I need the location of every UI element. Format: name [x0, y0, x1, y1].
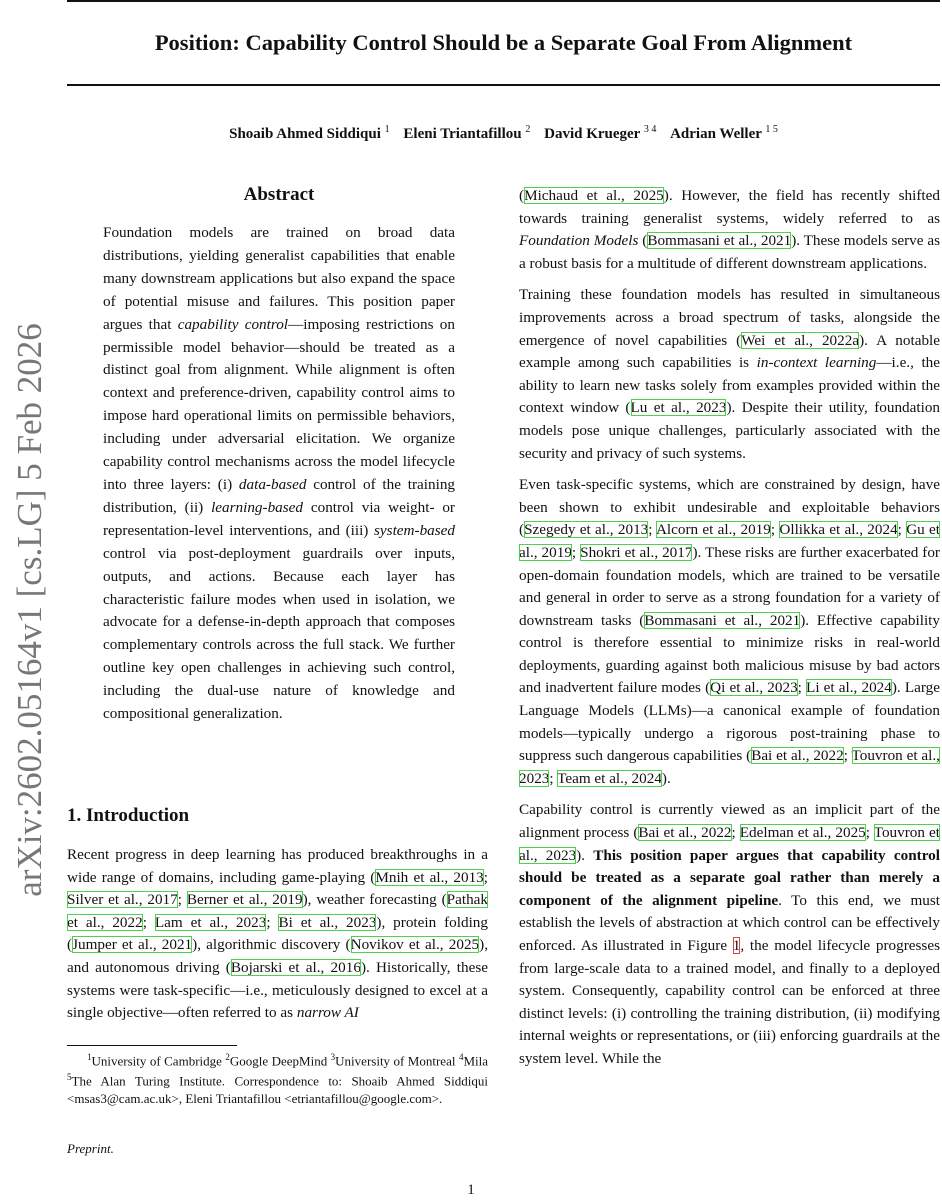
- paper-title: Position: Capability Control Should be a Separate Goal From Alignment: [154, 30, 853, 55]
- section-heading-introduction: 1. Introduction: [67, 805, 190, 826]
- citation-link[interactable]: Team et al., 2024: [557, 769, 662, 787]
- citation-link[interactable]: Mnih et al., 2013: [375, 868, 484, 886]
- citation-link[interactable]: Gu et al., 2019: [519, 521, 940, 561]
- citation-link[interactable]: Bai et al., 2022: [638, 824, 732, 842]
- citation-link[interactable]: Bai et al., 2022: [751, 747, 844, 765]
- paragraph: Capability control is currently viewed as an implicit part of the alignment process (Bai et al., 2022; Edelman et al., 2025; Touvron et al., 2023). This position paper argues that capability control should be treated as a separate goal rather than merely a component of the alignment pipeline. To this end, we must establish the levels of abstraction at which control can be effectively enforced. As illustrated in Figure 1, the model lifecycle progresses from large-scale data to a trained model, and finally to a deployed system. Consequently, capability control can be enforced at three distinct levels: (i) controlling the training distribution, (ii) modifying internal weights or representations, or (iii) enforcing guardrails at the system level. While the: [519, 801, 940, 1067]
- page-number: 1: [467, 1182, 475, 1198]
- preprint-label: Preprint.: [67, 1141, 114, 1156]
- citation-link[interactable]: Touvron et al., 2023: [519, 747, 940, 787]
- abstract-heading: Abstract: [243, 184, 315, 205]
- citation-link[interactable]: Qi et al., 2023: [710, 679, 798, 697]
- citation-link[interactable]: Touvron et al., 2023: [519, 824, 940, 864]
- top-rule: [67, 0, 940, 2]
- footnote-rule: [67, 1045, 237, 1046]
- citation-link[interactable]: Silver et al., 2017: [67, 891, 178, 909]
- citation-link[interactable]: Novikov et al., 2025: [350, 936, 480, 954]
- paragraph: Training these foundation models has resulted in simultaneous improvements across a broad spectrum of tasks, alongside the emergence of novel capabilities (Wei et al., 2022a). A notable example among such capabilities is in-context learning—i.e., the ability to learn new tasks solely from examples provided within the context window (Lu et al., 2023). Despite their utility, foundation models pose unique challenges, particularly associated with the security and privacy of such systems.: [519, 286, 941, 462]
- citation-link[interactable]: Wei et al., 2022a: [741, 331, 860, 349]
- author: Adrian Weller $^{1 5}$: [670, 124, 778, 142]
- citation-link[interactable]: Bommasani et al., 2021: [647, 232, 792, 250]
- paragraph: (Michaud et al., 2025). However, the field has recently shifted towards training generalist systems, widely referred to as Foundation Models (Bommasani et al., 2021). These models serve as a robust basis for a multitude of different downstream applications.: [519, 187, 940, 272]
- citation-link[interactable]: Bi et al., 2023: [278, 913, 377, 931]
- citation-link[interactable]: Lam et al., 2023: [154, 913, 267, 931]
- citation-link[interactable]: Alcorn et al., 2019: [655, 521, 771, 539]
- author: Eleni Triantafillou $^2$: [403, 124, 531, 142]
- citation-link[interactable]: Pathak et al., 2022: [67, 891, 488, 931]
- title-rule: [67, 84, 940, 86]
- citation-link[interactable]: Berner et al., 2019: [186, 891, 303, 909]
- citation-link[interactable]: Lu et al., 2023: [630, 399, 727, 417]
- figure-reference-link[interactable]: 1: [732, 937, 741, 954]
- citation-link[interactable]: Edelman et al., 2025: [739, 824, 866, 842]
- citation-link[interactable]: Jumper et al., 2021: [72, 936, 193, 954]
- abstract-text: Foundation models are trained on broad data distributions, yielding generalist capabilities that enable many downstream applications but also expand the space of potential misuse and failures. This position paper argues that capability control—imposing restrictions on permissible model behavior—should be treated as a distinct goal from alignment. While alignment is often context and preference-driven, capability control aims to impose hard operational limits on permissible behaviors, including under adversarial elicitation. We organize capability control mechanisms across the model lifecycle into three layers: (i) data-based control of the training distribution, (ii) learning-based control via weight- or representation-level interventions, and (iii) system-based control via post-deployment guardrails over inputs, outputs, and actions. Because each layer has characteristic failure modes when used in isolation, we advocate for a defense-in-depth approach that composes complementary controls across the full stack. We further outline key open challenges in achieving such control, including the dual-use nature of knowledge and compositional generalization.: [103, 224, 456, 723]
- affiliations-footnote: $^1$University of Cambridge $^2$Google DeepMind $^3$University of Montreal $^4$Mila $^5$The Alan Turing Institute. Correspondence to: Shoaib Ahmed Siddiqui <msas3@cam.ac.uk>, Eleni Triantafillou <etriantafillou@google.com>.: [67, 1052, 488, 1106]
- citation-link[interactable]: Bojarski et al., 2016: [230, 958, 361, 976]
- introduction-paragraph: Recent progress in deep learning has produced breakthroughs in a wide range of domains, including game-playing (Mnih et al., 2013; Silver et al., 2017; Berner et al., 2019), weather forecasting (Pathak et al., 2022; Lam et al., 2023; Bi et al., 2023), protein folding (Jumper et al., 2021), algorithmic discovery (Novikov et al., 2025), and autonomous driving (Bojarski et al., 2016). Historically, these systems were task-specific—i.e., meticulously designed to excel at a single objective—often referred to as narrow AI: [67, 846, 488, 1022]
- citation-link[interactable]: Szegedy et al., 2013: [524, 521, 649, 539]
- citation-link[interactable]: Bommasani et al., 2021: [644, 611, 801, 629]
- citation-link[interactable]: Shokri et al., 2017: [580, 543, 693, 561]
- citation-link[interactable]: Michaud et al., 2025: [524, 187, 664, 204]
- citation-link[interactable]: Ollikka et al., 2024: [779, 521, 898, 539]
- author: David Krueger $^{3 4}$: [544, 124, 657, 142]
- right-column: [519, 185, 940, 1080]
- citation-link[interactable]: Li et al., 2024: [806, 679, 892, 697]
- paragraph: Even task-specific systems, which are constrained by design, have been shown to exhibit undesirable and exploitable behaviors (Szegedy et al., 2013; Alcorn et al., 2019; Ollikka et al., 2024; Gu et al., 2019; Shokri et al., 2017). These risks are further exacerbated for open-domain foundation models, which are trained to be versatile and general in order to serve as a strong foundation for a variety of downstream tasks (Bommasani et al., 2021). Effective capability control is therefore essential to minimize risks in real-world deployments, guarding against both malicious misuse by bad actors and inadvertent failure modes (Qi et al., 2023; Li et al., 2024). Large Language Models (LLMs)—a canonical example of foundation models—typically undergo a rigorous post-training phase to suppress such dangerous capabilities (Bai et al., 2022; Touvron et al., 2023; Team et al., 2024).: [519, 476, 940, 787]
- author: Shoaib Ahmed Siddiqui $^1$: [229, 124, 390, 142]
- author-list: [67, 124, 940, 143]
